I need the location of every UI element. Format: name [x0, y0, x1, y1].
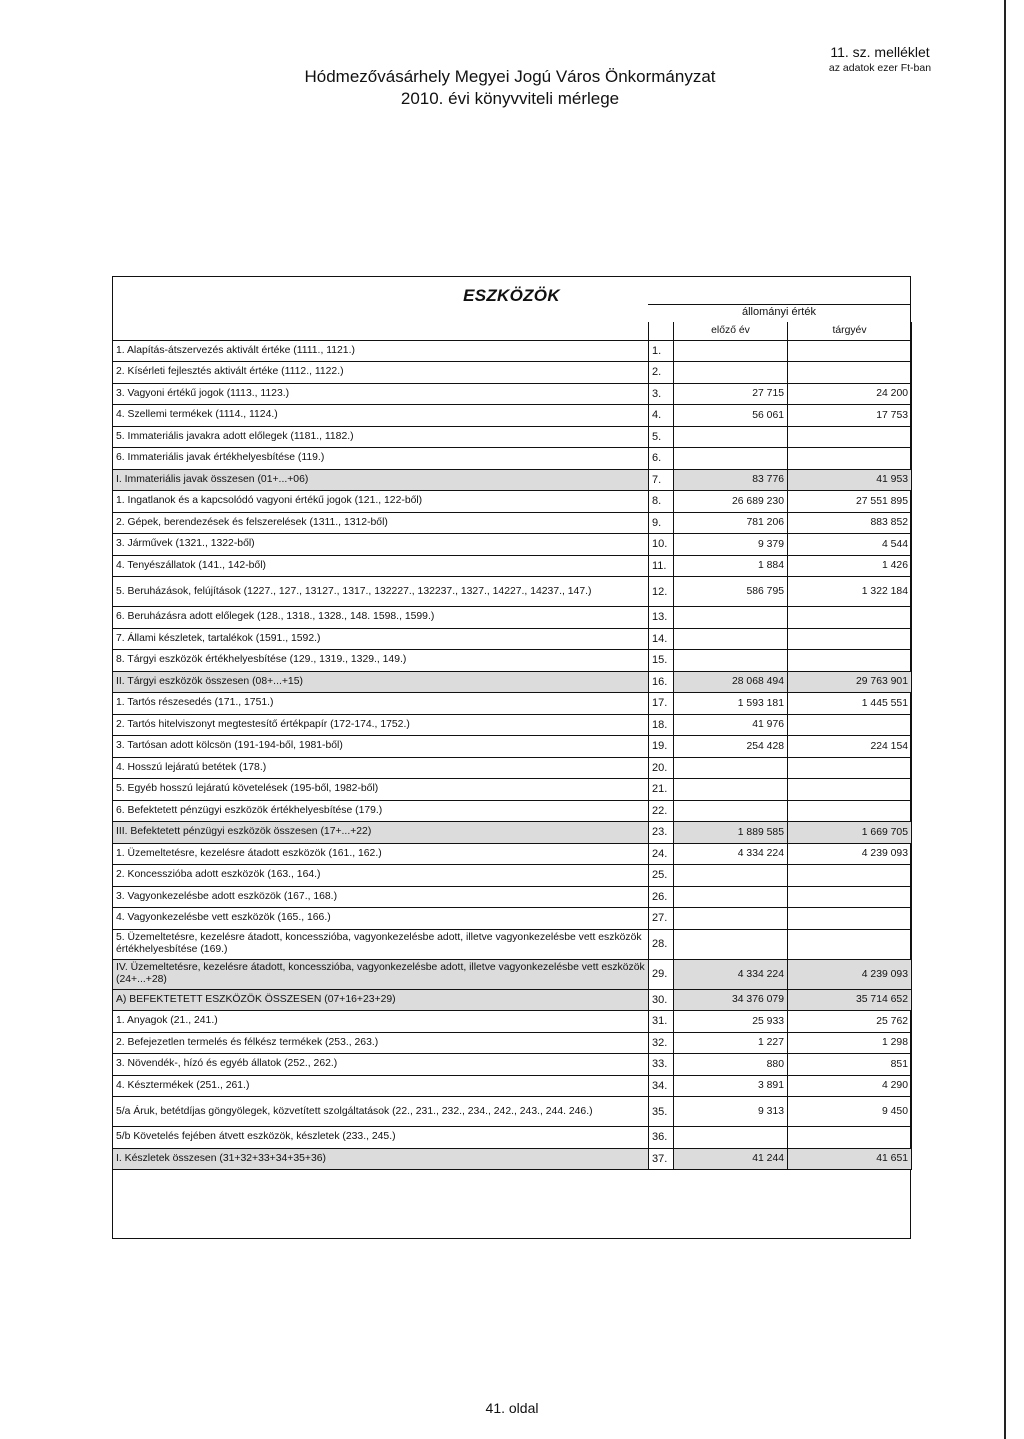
row-label: 4. Vagyonkezelésbe vett eszközök (165., 166.)	[113, 908, 649, 930]
row-number: 31.	[649, 1011, 674, 1033]
prev-year-value	[674, 426, 788, 448]
row-number: 25.	[649, 865, 674, 887]
row-label: A) BEFEKTETETT ESZKÖZÖK ÖSSZESEN (07+16+23+29)	[113, 989, 649, 1011]
current-year-value	[788, 757, 912, 779]
prev-year-value	[674, 1127, 788, 1149]
table-row	[113, 843, 912, 865]
row-label: II. Tárgyi eszközök összesen (08+...+15)	[113, 671, 649, 693]
row-number: 27.	[649, 908, 674, 930]
current-year-value	[788, 714, 912, 736]
row-label: I. Készletek összesen (31+32+33+34+35+36)	[113, 1148, 649, 1170]
row-number: 1.	[649, 340, 674, 362]
prev-year-value	[674, 779, 788, 801]
row-number: 15.	[649, 650, 674, 672]
prev-year-value: 880	[674, 1054, 788, 1076]
table-row	[113, 650, 912, 672]
current-year-value	[788, 362, 912, 384]
balance-table-body	[113, 322, 912, 1170]
row-label: 6. Immateriális javak értékhelyesbítése (119.)	[113, 448, 649, 470]
row-number: 8.	[649, 491, 674, 513]
prev-year-value: 9 313	[674, 1097, 788, 1127]
current-year-value	[788, 908, 912, 930]
prev-year-value: 26 689 230	[674, 491, 788, 513]
table-row	[113, 555, 912, 577]
row-label: 4. Tenyészállatok (141., 142-ből)	[113, 555, 649, 577]
row-label: 1. Anyagok (21., 241.)	[113, 1011, 649, 1033]
row-label: 2. Koncesszióba adott eszközök (163., 164.)	[113, 865, 649, 887]
prev-year-value: 34 376 079	[674, 989, 788, 1011]
row-number: 9.	[649, 512, 674, 534]
prev-year-value: 1 593 181	[674, 693, 788, 715]
row-number: 23.	[649, 822, 674, 844]
row-number: 33.	[649, 1054, 674, 1076]
prev-year-value: 254 428	[674, 736, 788, 758]
table-row	[113, 383, 912, 405]
row-label: 5/a Áruk, betétdíjas göngyölegek, közvetített szolgáltatások (22., 231., 232., 234., 242., 243., 244. 246.)	[113, 1097, 649, 1127]
prev-year-value	[674, 929, 788, 959]
current-year-value	[788, 340, 912, 362]
col-curr-header: tárgyév	[788, 322, 912, 340]
prev-year-value	[674, 340, 788, 362]
row-number: 6.	[649, 448, 674, 470]
prev-year-value	[674, 650, 788, 672]
row-number: 20.	[649, 757, 674, 779]
table-row	[113, 512, 912, 534]
current-year-value	[788, 929, 912, 959]
current-year-value: 9 450	[788, 1097, 912, 1127]
row-label: 5. Beruházások, felújítások (1227., 127., 13127., 1317., 132227., 132237., 1327., 14227., 14237., 147.)	[113, 577, 649, 607]
prev-year-value	[674, 607, 788, 629]
row-label: 6. Beruházásra adott előlegek (128., 1318., 1328., 148. 1598., 1599.)	[113, 607, 649, 629]
prev-year-value: 586 795	[674, 577, 788, 607]
row-number: 37.	[649, 1148, 674, 1170]
table-row	[113, 448, 912, 470]
document-title	[240, 66, 780, 110]
current-year-value	[788, 628, 912, 650]
table-row	[113, 671, 912, 693]
prev-year-value	[674, 865, 788, 887]
current-year-value	[788, 886, 912, 908]
current-year-value	[788, 607, 912, 629]
current-year-value: 224 154	[788, 736, 912, 758]
row-number: 30.	[649, 989, 674, 1011]
table-row	[113, 1148, 912, 1170]
current-year-value: 851	[788, 1054, 912, 1076]
annex-label: 11. sz. melléklet	[830, 44, 930, 60]
prev-year-value	[674, 448, 788, 470]
prev-year-value: 4 334 224	[674, 959, 788, 989]
prev-year-value: 1 884	[674, 555, 788, 577]
table-row	[113, 1075, 912, 1097]
group-header: állományi érték	[742, 306, 816, 318]
prev-year-value: 28 068 494	[674, 671, 788, 693]
unit-note: az adatok ezer Ft-ban	[828, 62, 932, 74]
prev-year-value: 4 334 224	[674, 843, 788, 865]
current-year-value	[788, 426, 912, 448]
prev-year-value: 41 976	[674, 714, 788, 736]
column-header-row	[113, 322, 912, 340]
table-row	[113, 714, 912, 736]
row-number: 7.	[649, 469, 674, 491]
col-prev-header: előző év	[674, 322, 788, 340]
row-number: 21.	[649, 779, 674, 801]
row-number: 26.	[649, 886, 674, 908]
table-row	[113, 469, 912, 491]
row-number: 35.	[649, 1097, 674, 1127]
row-number: 13.	[649, 607, 674, 629]
current-year-value: 1 445 551	[788, 693, 912, 715]
current-year-value	[788, 650, 912, 672]
prev-year-value: 25 933	[674, 1011, 788, 1033]
prev-year-value: 781 206	[674, 512, 788, 534]
row-number: 34.	[649, 1075, 674, 1097]
row-number: 28.	[649, 929, 674, 959]
row-number: 22.	[649, 800, 674, 822]
table-row	[113, 1054, 912, 1076]
row-number: 17.	[649, 693, 674, 715]
row-label: 3. Vagyonkezelésbe adott eszközök (167., 168.)	[113, 886, 649, 908]
current-year-value: 1 298	[788, 1032, 912, 1054]
row-label: 5. Egyéb hosszú lejáratú követelések (195-ből, 1982-ből)	[113, 779, 649, 801]
current-year-value	[788, 1127, 912, 1149]
current-year-value	[788, 800, 912, 822]
row-label: 2. Befejezetlen termelés és félkész termékek (253., 263.)	[113, 1032, 649, 1054]
table-row	[113, 577, 912, 607]
row-number: 3.	[649, 383, 674, 405]
title-line-1: Hódmezővásárhely Megyei Jogú Város Önkormányzat	[304, 67, 716, 86]
table-row	[113, 340, 912, 362]
row-label: 4. Késztermékek (251., 261.)	[113, 1075, 649, 1097]
prev-year-value	[674, 886, 788, 908]
prev-year-value	[674, 908, 788, 930]
current-year-value: 4 239 093	[788, 843, 912, 865]
prev-year-value: 83 776	[674, 469, 788, 491]
row-number: 32.	[649, 1032, 674, 1054]
row-number: 14.	[649, 628, 674, 650]
prev-year-value	[674, 628, 788, 650]
prev-year-value: 56 061	[674, 405, 788, 427]
current-year-value: 4 544	[788, 534, 912, 556]
row-number: 18.	[649, 714, 674, 736]
prev-year-value	[674, 800, 788, 822]
row-label: 3. Tartósan adott kölcsön (191-194-ből, 1981-ből)	[113, 736, 649, 758]
row-label: 3. Növendék-, hízó és egyéb állatok (252., 262.)	[113, 1054, 649, 1076]
row-label: 4. Szellemi termékek (1114., 1124.)	[113, 405, 649, 427]
row-label: 3. Járművek (1321., 1322-ből)	[113, 534, 649, 556]
row-number: 29.	[649, 959, 674, 989]
current-year-value: 1 426	[788, 555, 912, 577]
table-row	[113, 693, 912, 715]
page-number: 41. oldal	[485, 1400, 539, 1416]
page-edge	[1004, 0, 1006, 1439]
row-label: 1. Üzemeltetésre, kezelésre átadott eszközök (161., 162.)	[113, 843, 649, 865]
table-row	[113, 989, 912, 1011]
row-label: 1. Alapítás-átszervezés aktivált értéke (1111., 1121.)	[113, 340, 649, 362]
row-label: I. Immateriális javak összesen (01+...+06)	[113, 469, 649, 491]
row-label: 2. Kísérleti fejlesztés aktivált értéke (1112., 1122.)	[113, 362, 649, 384]
row-number: 16.	[649, 671, 674, 693]
row-label: 3. Vagyoni értékű jogok (1113., 1123.)	[113, 383, 649, 405]
current-year-value	[788, 779, 912, 801]
table-row	[113, 426, 912, 448]
table-row	[113, 1032, 912, 1054]
current-year-value: 4 290	[788, 1075, 912, 1097]
current-year-value: 883 852	[788, 512, 912, 534]
current-year-value: 41 651	[788, 1148, 912, 1170]
row-label: IV. Üzemeltetésre, kezelésre átadott, koncesszióba, vagyonkezelésbe adott, illetve vagyonkezelésbe vett eszközök (24+...+28)	[113, 959, 649, 989]
table-row	[113, 491, 912, 513]
balance-table	[112, 322, 912, 1170]
current-year-value: 24 200	[788, 383, 912, 405]
row-label: 4. Hosszú lejáratú betétek (178.)	[113, 757, 649, 779]
table-row	[113, 736, 912, 758]
row-label: 5. Üzemeltetésre, kezelésre átadott, koncesszióba, vagyonkezelésbe adott, illetve vagyonkezelésbe vett eszközök értékhelyesbítése (169.)	[113, 929, 649, 959]
table-row	[113, 779, 912, 801]
row-number: 4.	[649, 405, 674, 427]
row-number: 11.	[649, 555, 674, 577]
table-row	[113, 1011, 912, 1033]
title-line-2: 2010. évi könyvviteli mérlege	[400, 89, 620, 108]
row-label: 2. Tartós hitelviszonyt megtestesítő értékpapír (172-174., 1752.)	[113, 714, 649, 736]
prev-year-value	[674, 362, 788, 384]
prev-year-value: 41 244	[674, 1148, 788, 1170]
header-num-blank	[649, 322, 674, 340]
row-label: 7. Állami készletek, tartalékok (1591., 1592.)	[113, 628, 649, 650]
prev-year-value: 1 889 585	[674, 822, 788, 844]
table-row	[113, 929, 912, 959]
table-row	[113, 1127, 912, 1149]
row-label: 1. Tartós részesedés (171., 1751.)	[113, 693, 649, 715]
table-row	[113, 1097, 912, 1127]
row-label: 2. Gépek, berendezések és felszerelések (1311., 1312-ből)	[113, 512, 649, 534]
current-year-value	[788, 865, 912, 887]
row-number: 12.	[649, 577, 674, 607]
current-year-value: 41 953	[788, 469, 912, 491]
row-number: 5.	[649, 426, 674, 448]
row-label: 8. Tárgyi eszközök értékhelyesbítése (129., 1319., 1329., 149.)	[113, 650, 649, 672]
prev-year-value	[674, 757, 788, 779]
row-number: 2.	[649, 362, 674, 384]
table-row	[113, 628, 912, 650]
table-row	[113, 886, 912, 908]
table-row	[113, 800, 912, 822]
header-blank	[113, 322, 649, 340]
current-year-value: 1 322 184	[788, 577, 912, 607]
row-number: 10.	[649, 534, 674, 556]
table-row	[113, 822, 912, 844]
row-number: 24.	[649, 843, 674, 865]
row-label: 6. Befektetett pénzügyi eszközök értékhelyesbítése (179.)	[113, 800, 649, 822]
row-label: III. Befektetett pénzügyi eszközök összesen (17+...+22)	[113, 822, 649, 844]
current-year-value: 35 714 652	[788, 989, 912, 1011]
row-number: 36.	[649, 1127, 674, 1149]
current-year-value	[788, 448, 912, 470]
current-year-value: 1 669 705	[788, 822, 912, 844]
current-year-value: 4 239 093	[788, 959, 912, 989]
table-row	[113, 534, 912, 556]
prev-year-value: 3 891	[674, 1075, 788, 1097]
current-year-value: 17 753	[788, 405, 912, 427]
table-row	[113, 362, 912, 384]
table-row	[113, 607, 912, 629]
prev-year-value: 27 715	[674, 383, 788, 405]
row-label: 1. Ingatlanok és a kapcsolódó vagyoni értékű jogok (121., 122-ből)	[113, 491, 649, 513]
prev-year-value: 1 227	[674, 1032, 788, 1054]
table-row	[113, 757, 912, 779]
annex-block	[790, 44, 970, 75]
row-number: 19.	[649, 736, 674, 758]
section-title: ESZKÖZÖK	[463, 286, 560, 305]
prev-year-value: 9 379	[674, 534, 788, 556]
current-year-value: 27 551 895	[788, 491, 912, 513]
current-year-value: 25 762	[788, 1011, 912, 1033]
row-label: 5/b Követelés fejében átvett eszközök, készletek (233., 245.)	[113, 1127, 649, 1149]
table-row	[113, 908, 912, 930]
row-label: 5. Immateriális javakra adott előlegek (1181., 1182.)	[113, 426, 649, 448]
table-row	[113, 959, 912, 989]
current-year-value: 29 763 901	[788, 671, 912, 693]
table-row	[113, 865, 912, 887]
table-row	[113, 405, 912, 427]
